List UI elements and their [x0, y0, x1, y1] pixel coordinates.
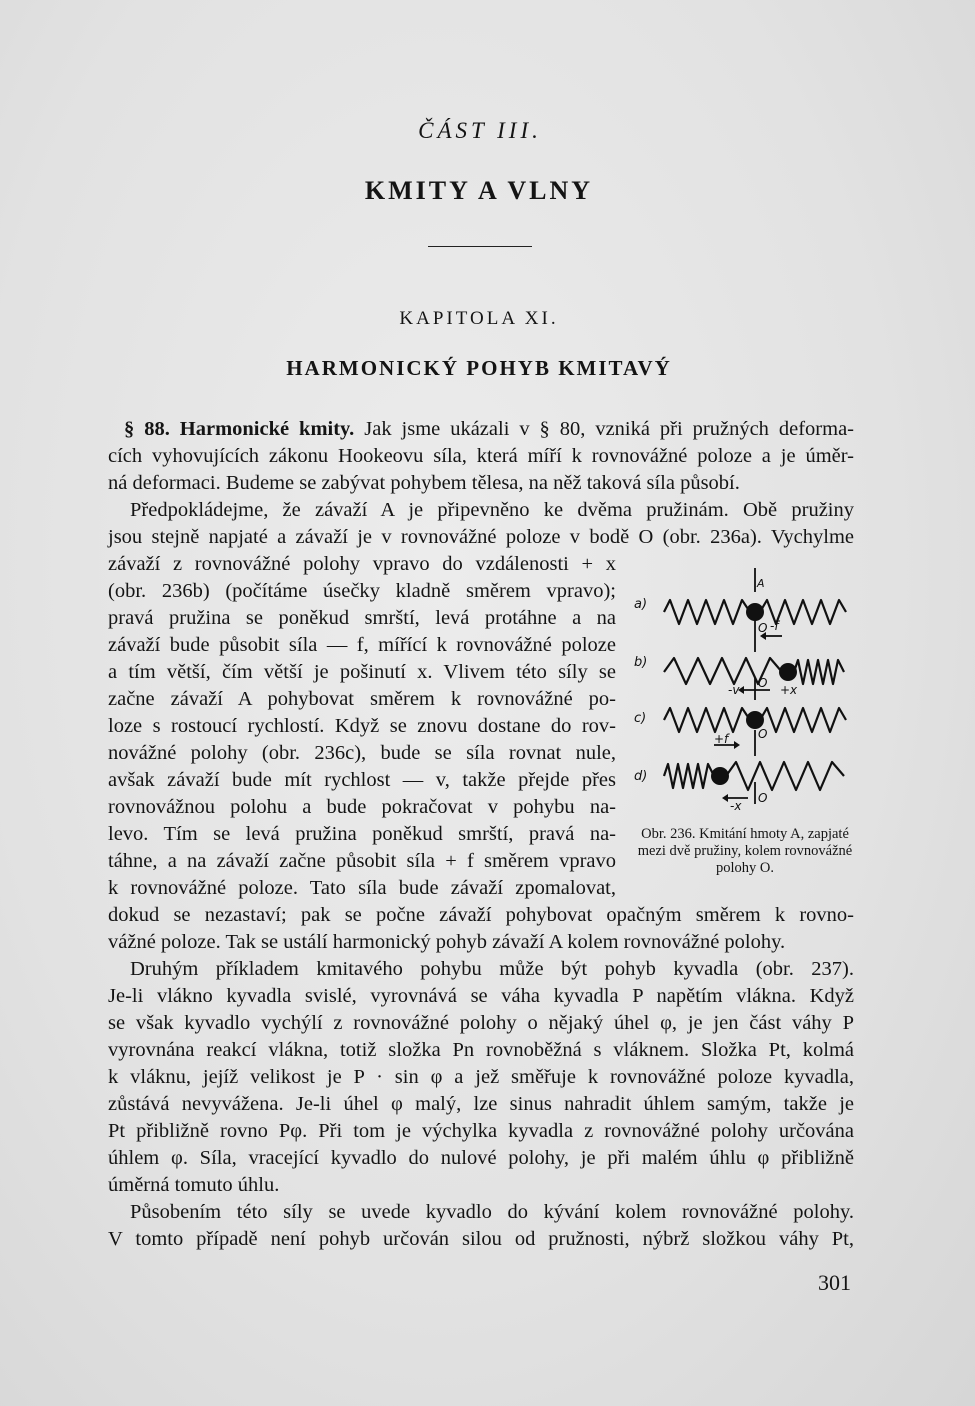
part-title: KMITY A VLNY: [364, 176, 594, 205]
spring-left-c: [664, 708, 750, 732]
text-line: závaží bude působit síla — f, mířící k rovnovážné poloze: [108, 634, 616, 656]
label-origin: O: [758, 676, 768, 690]
mass-d: [711, 767, 729, 785]
text-line: dokud se nezastaví; pak se počne závaží pohybovat opačným směrem k rovno-: [108, 904, 854, 926]
text-line: avšak závaží bude mít rychlost — v, takže přejde přes: [108, 769, 616, 791]
text-line: ná deformaci. Budeme se zabývat pohybem tělesa, na něž taková síla působí.: [108, 472, 740, 494]
label-b: b): [634, 655, 648, 670]
label-a: a): [634, 597, 648, 612]
text-line: loze s rostoucí rychlostí. Když se znovu dostane do rov-: [108, 715, 616, 737]
text-line: vyrovnána reakcí vlákna, totiž složka Pn rovnoběžná s vláknem. Složka Pt, kolmá: [108, 1039, 854, 1061]
text-line: jsou stejně napjaté a závaží je v rovnovážné poloze v bodě O (obr. 236a). Vychylme: [108, 526, 854, 548]
text-line: se však kyvadlo vychýlí z rovnovážné polohy o nějaký úhel φ, je jen část váhy P: [108, 1012, 854, 1034]
text-line: úměrná tomuto úhlu.: [108, 1174, 280, 1196]
label-minus-f: -f: [770, 619, 779, 633]
figure-caption: Obr. 236. Kmitání hmoty A, zapjaté mezi dvě pružiny, kolem rovnovážné polohy O.: [637, 826, 853, 876]
spring-right-c: [760, 708, 846, 732]
label-c: c): [634, 711, 647, 726]
text-line: úhlem φ. Síla, vracející kyvadlo do nulové polohy, je při malém úhlu φ přibližně: [108, 1147, 854, 1169]
section-first-line: § 88. Harmonické kmity. Jak jsme ukázali v § 80, vzniká při pružných deforma-: [124, 418, 854, 440]
spring-left-a: [664, 600, 750, 624]
mass-b: [779, 663, 797, 681]
spring-right-b: [794, 660, 844, 684]
divider: [428, 246, 532, 247]
label-origin: O: [758, 727, 768, 741]
text-line: levo. Tím se levá pružina poněkud smrští, pravá na-: [108, 823, 616, 845]
page-number: 301: [818, 1270, 851, 1295]
part-heading: ČÁST III.: [418, 118, 542, 143]
label-origin: O: [758, 791, 768, 805]
arrowhead: [734, 741, 740, 749]
text-line: V tomto případě není pohyb určován silou od pružnosti, nýbrž složkou váhy Pt,: [108, 1228, 854, 1250]
text-line: táhne, a na závaží začne působit síla + f směrem vpravo: [108, 850, 616, 872]
text-line: Pt přibližně rovno Pφ. Při tom je výchylka kyvadla z rovnovážné polohy určována: [108, 1120, 854, 1142]
text-line: zůstává nevyvážena. Je-li úhel φ malý, lze sinus nahradit úhlem samým, takže je: [108, 1093, 854, 1115]
text-line: k vláknu, jejíž velikost je P · sin φ a jež směřuje k rovnovážné poloze kyvadla,: [108, 1066, 854, 1088]
label-minus-v: -v: [728, 683, 740, 697]
label-d: d): [634, 769, 648, 784]
spring-left-d: [664, 764, 714, 788]
text-line: Je-li vlákno kyvadla svislé, vyrovnává se váha kyvadla P napětím vlákna. Když: [108, 985, 854, 1007]
text-line: vážné poloze. Tak se ustálí harmonický pohyb závaží A kolem rovnovážné polohy.: [108, 931, 786, 953]
spring-right-d: [726, 762, 844, 790]
label-minus-x: -x: [730, 799, 742, 813]
text-line: (obr. 236b) (počítáme úsečky kladně směrem vpravo);: [108, 580, 616, 602]
label-plus-f: +f: [714, 732, 729, 746]
text-line: novážné polohy (obr. 236c), bude se síla rovnat nule,: [108, 742, 616, 764]
chapter-heading: KAPITOLA XI.: [399, 308, 559, 329]
spring-mass-figure: [630, 560, 860, 815]
text-line: k rovnovážné poloze. Tato síla bude závaží zpomalovat,: [108, 877, 616, 899]
text-line: Působením této síly se uvede kyvadlo do kývání kolem rovnovážné polohy.: [130, 1201, 854, 1223]
text-line: a tím větší, čím větší je pošinutí x. Vlivem této síly se: [108, 661, 616, 683]
text-line: cích vyhovujících zákonu Hookeovu síla, která míří k rovnovážné poloze a je úměr-: [108, 445, 854, 467]
text-line: rovnovážnou polohu a bude pokračovat v pohybu na-: [108, 796, 616, 818]
text-line: pravá pružina se poněkud smrští, levá protáhne a na: [108, 607, 616, 629]
mass-a: [746, 603, 764, 621]
label-plus-x: +x: [780, 683, 798, 697]
label-origin: O: [758, 621, 768, 635]
text-line: Druhým příkladem kmitavého pohybu může být pohyb kyvadla (obr. 237).: [130, 958, 854, 980]
chapter-title: HARMONICKÝ POHYB KMITAVÝ: [286, 356, 672, 380]
label-mass-A: A: [757, 577, 765, 590]
text-line: začne závaží A pohybovat směrem k rovnovážné po-: [108, 688, 616, 710]
arrowhead: [722, 794, 728, 802]
section-title: Harmonické kmity.: [179, 418, 355, 440]
text-line: Předpokládejme, že závaží A je připevněno ke dvěma pružinám. Obě pružiny: [130, 499, 854, 521]
section-number: § 88.: [124, 418, 170, 440]
text-line: závaží z rovnovážné polohy vpravo do vzdálenosti + x: [108, 553, 616, 575]
